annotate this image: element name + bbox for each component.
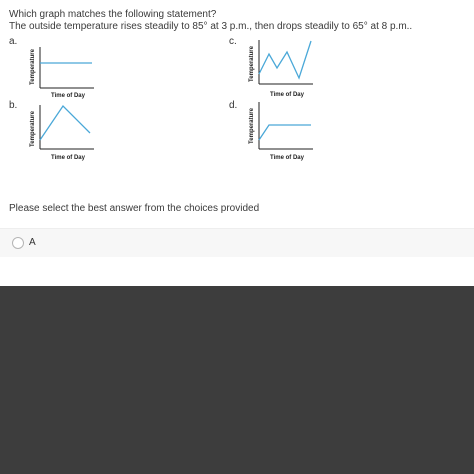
graph-d-y-label: Temperature — [249, 108, 255, 144]
graph-c-x-label: Time of Day — [270, 92, 304, 98]
graph-c-line — [259, 41, 311, 78]
option-c-letter: c. — [229, 36, 237, 47]
graph-d — [247, 100, 327, 165]
graph-a — [28, 45, 108, 106]
option-a-letter: a. — [9, 36, 18, 47]
instruction-text: Please select the best answer from the choices provided — [9, 203, 260, 214]
graph-b-y-label: Temperature — [30, 111, 36, 147]
graph-b-x-label: Time of Day — [51, 155, 85, 161]
question-title: Which graph matches the following statement? — [9, 9, 217, 20]
option-d-letter: d. — [229, 100, 238, 111]
graph-a-y-label: Temperature — [30, 49, 36, 85]
question-statement: The outside temperature rises steadily to 85° at 3 p.m., then drops steadily to 65° at 8 p.m.. — [9, 21, 413, 32]
dark-overlay-panel — [0, 286, 474, 474]
graph-c — [247, 38, 327, 103]
graph-b-line — [40, 106, 90, 140]
graph-c-y-label: Temperature — [249, 46, 255, 82]
graph-b — [28, 103, 108, 166]
graph-a-x-label: Time of Day — [51, 93, 85, 99]
option-b-letter: b. — [9, 100, 18, 111]
graph-d-line — [259, 125, 311, 140]
choice-a-label: A — [29, 237, 36, 248]
answer-choice-a[interactable] — [0, 228, 474, 257]
graph-d-x-label: Time of Day — [270, 155, 304, 161]
question-block — [9, 9, 469, 33]
radio-button-a[interactable] — [12, 237, 24, 249]
